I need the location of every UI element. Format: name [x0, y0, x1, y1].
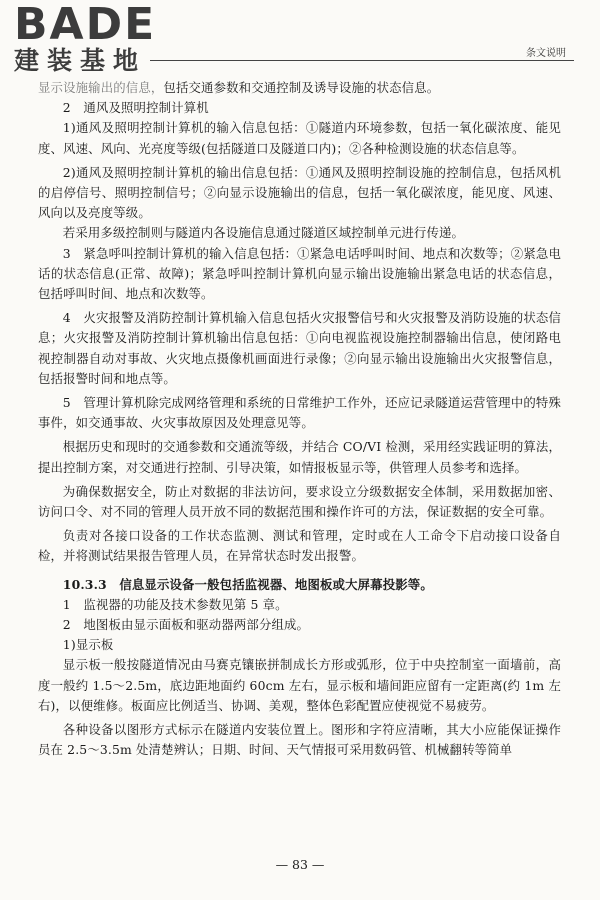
paragraph — [38, 78, 561, 98]
logo-text-cn: 建装基地 — [14, 46, 147, 75]
paragraph: 3 紧急呼叫控制计算机的输入信息包括：①紧急电话呼叫时间、地点和次数等；②紧急电话的状态信息(正常、故障)；紧急呼叫控制计算机向显示输出设施输出紧急电话的状态信息，包括呼叫时间、地点和次数等。 — [38, 245, 561, 302]
page-number: — 83 — — [275, 857, 325, 872]
paragraph: 显示板一般按隧道情况由马赛克镶嵌拼制成长方形或弧形，位于中央控制室一面墙前，高度一般约 1.5～2.5m，底边距地面约 60cm 左右，显示板和墙间距应留有一定距离(约 1m 左右)，以便维修。板面应比例适当、协调、美观，整体色彩配置应使视觉不易疲劳。 — [38, 657, 561, 713]
section-title: 10.3.3 信息显示设备一般包括监视器、地图板或大屏幕投影等。 — [62, 576, 433, 592]
header-rule — [150, 60, 574, 61]
paragraph: 1)通风及照明控制计算机的输入信息包括：①隧道内环境参数，包括一氧化碳浓度、能见度、风速、风向、光亮度等级(包括隧道口及隧道口内)；②各种检测设施的状态信息等。 — [38, 120, 561, 156]
paragraph: 负责对各接口设备的工作状态监测、测试和管理，定时或在人工命令下启动接口设备自检，并将测试结果报告管理人员，在异常状态时发出报警。 — [38, 528, 561, 564]
paragraph: 各种设备以图形方式标示在隧道内安装位置上。图形和字符应清晰，其大小应能保证操作员在 2.5～3.5m 处清楚辨认；日期、时间、天气情报可采用数码管、机械翻转等简单 — [38, 722, 561, 758]
list-item: 1 监视器的功能及技术参数见第 5 章。 — [62, 596, 288, 612]
page-body — [38, 78, 561, 761]
logo-text-en: BADE — [14, 0, 157, 50]
paragraph: 为确保数据安全，防止对数据的非法访问，要求设立分级数据安全体制，采用数据加密、访问口令、对不同的管理人员开放不同的数据范围和操作许可的方法，保证数据的安全可靠。 — [38, 483, 561, 520]
subheading: 2 通风及照明控制计算机 — [62, 100, 209, 116]
running-header: 条文说明 — [526, 48, 566, 59]
paragraph-text: 包括交通参数和交通控制及诱导设施的状态信息。 — [163, 80, 440, 95]
paragraph: 根据历史和现时的交通参数和交通流等级，并结合 CO/VI 检测，采用经实践证明的算法，提出控制方案，对交通进行控制、引导决策，如情报板显示等，供管理人员参考和选择。 — [38, 439, 561, 475]
paragraph: 5 管理计算机除完成网络管理和系统的日常维护工作外，还应记录隧道运营管理中的特殊事件，如交通事故、火灾事故原因及处理意见等。 — [38, 395, 561, 431]
list-item: 2 地图板由显示面板和驱动器两部分组成。 — [62, 617, 310, 633]
bade-logo — [14, 2, 184, 84]
paragraph: 2)通风及照明控制计算机的输出信息包括：①通风及照明控制设施的控制信息，包括风机的启停信号、照明控制信号；②向显示设施输出的信息，包括一氧化碳浓度，能见度、风速、风向以及亮度等级。 — [38, 164, 561, 221]
subheading: 1)显示板 — [62, 637, 114, 653]
paragraph: 4 火灾报警及消防控制计算机输入信息包括火灾报警信号和火灾报警及消防设施的状态信息；火灾报警及消防控制计算机输出信息包括：①向电视监视设施控制器输出信息，使闭路电视控制器自动对事故、火灾地点摄像机画面进行录像；②向显示输出设施输出火灾报警信息，包括报警时间和地点等。 — [38, 310, 561, 386]
paragraph: 若采用多级控制则与隧道内各设施信息通过隧道区域控制单元进行传递。 — [62, 225, 465, 241]
paragraph-faint-text: 显示设施输出的信息， — [38, 80, 164, 95]
